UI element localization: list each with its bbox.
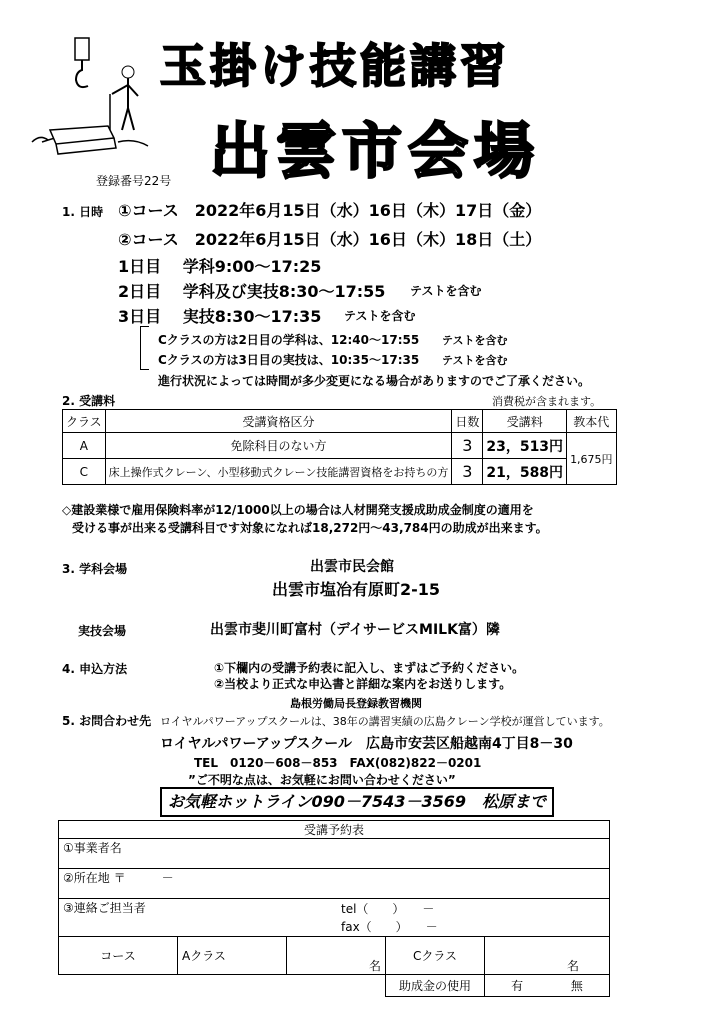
price-cell: 23，513円	[483, 433, 567, 459]
c-class-count-field[interactable]: 名	[485, 937, 610, 975]
days-cell: 3	[452, 459, 483, 485]
day1-schedule: 1日目 学科9:00～17:25	[118, 257, 322, 276]
day2-schedule: 2日目 学科及び実技8:30～17:55	[118, 282, 386, 301]
venue-address: 出雲市塩冶有原町2-15	[272, 580, 441, 599]
course2-dates: ②コース 2022年6月15日（水）16日（木）18日（土）	[118, 230, 542, 249]
fee-table-header	[63, 410, 617, 433]
practical-place: 出雲市斐川町富村（デイサービスMILK富）隣	[210, 622, 500, 638]
registration-number: 登録番号22号	[96, 174, 172, 188]
training-org: 島根労働局長登録教習機関	[290, 697, 422, 710]
company-field[interactable]: ①事業者名	[59, 839, 610, 869]
days-cell: 3	[452, 433, 483, 459]
c-class-label: Cクラス	[386, 937, 485, 975]
qualification-cell: 免除科目のない方	[105, 433, 452, 459]
subsidy-choice[interactable]	[485, 975, 610, 997]
day3-note: テストを含む	[344, 309, 416, 323]
worker-body-icon	[112, 78, 138, 130]
table-row	[63, 433, 617, 459]
form-fax-field[interactable]: fax（ ） －	[341, 920, 438, 934]
brace	[140, 326, 149, 370]
a-class-label: Aクラス	[178, 937, 287, 975]
header-class: クラス	[63, 410, 106, 433]
apply-step-2: ②当校より正式な申込書と詳細な案内をお送りします。	[214, 677, 512, 691]
worker-head-icon	[122, 66, 134, 78]
inquiry-note: ”ご不明な点は、お気軽にお問い合わせください”	[188, 773, 456, 787]
steel-beam-icon	[50, 126, 116, 154]
apply-step-1: ①下欄内の受講予約表に記入し、まずはご予約ください。	[214, 661, 525, 675]
contact-person-label: ③連絡ご担当者	[63, 901, 146, 915]
header-textbook: 教本代	[567, 410, 617, 433]
schedule-label: 1. 日時	[62, 205, 104, 219]
fee-table	[62, 409, 617, 485]
venue-name: 出雲市民会館	[310, 559, 394, 575]
venue-title: 出雲市会場	[210, 117, 540, 187]
fee-label: 2. 受講料	[62, 394, 116, 408]
subsidy-label: 助成金の使用	[386, 975, 485, 997]
address-field[interactable]: ②所在地 〒 －	[59, 869, 610, 899]
hook-block-icon	[75, 38, 89, 60]
form-tel-field[interactable]: tel（ ） －	[341, 902, 435, 916]
class-cell: A	[63, 433, 106, 459]
apply-label: 4. 申込方法	[62, 662, 128, 676]
contact-person-field[interactable]	[59, 899, 610, 937]
tel-fax: TEL 0120－608－853 FAX(082)822－0201	[194, 756, 482, 770]
c-class-note-2-tail: テストを含む	[442, 354, 508, 367]
qualification-cell: 床上操作式クレーン、小型移動式クレーン技能講習資格をお持ちの方	[105, 459, 452, 485]
class-cell: C	[63, 459, 106, 485]
crane-worker-illustration	[30, 30, 160, 165]
c-class-note-1: Cクラスの方は2日目の学科は、12:40～17:55	[158, 333, 420, 347]
c-class-note-1-tail: テストを含む	[442, 334, 508, 347]
school-description: ロイヤルパワーアップスクールは、38年の講習実績の広島クレーン学校が運営しています。	[160, 715, 610, 728]
subsidy-no-option[interactable]: 無	[570, 979, 583, 993]
hook-icon	[76, 60, 88, 87]
practical-label: 実技会場	[78, 624, 127, 638]
header-days: 日数	[452, 410, 483, 433]
textbook-cell: 1,675円	[567, 433, 617, 485]
contact-label: 5. お問合わせ先	[62, 714, 152, 728]
day2-note: テストを含む	[410, 284, 482, 298]
a-class-count-field[interactable]: 名	[287, 937, 386, 975]
course-title: 玉掛け技能講習	[160, 39, 510, 93]
progress-note: 進行状況によっては時間が多少変更になる場合がありますのでご了承ください。	[158, 374, 591, 388]
subsidy-yes-option[interactable]: 有	[511, 979, 524, 993]
table-row	[63, 459, 617, 485]
c-class-note-2: Cクラスの方は3日目の実技は、10:35～17:35	[158, 353, 420, 367]
hotline-box[interactable]: お気軽ホットライン090－7543－3569 松原まで	[160, 787, 554, 817]
venue-label: 3. 学科会場	[62, 562, 128, 576]
school-address: ロイヤルパワーアップスクール 広島市安芸区船越南4丁目8－30	[160, 736, 573, 752]
tax-note: 消費税が含まれます。	[492, 395, 602, 408]
subsidy-line-2: 受ける事が出来る受講科目です対象になれば18,272円～43,784円の助成が出来ます。	[72, 521, 548, 535]
subsidy-line-1: ◇建設業様で雇用保険料率が12/1000以上の場合は人材開発支援成助成金制度の適用を	[62, 503, 534, 517]
header-price: 受講料	[483, 410, 567, 433]
course-label: コース	[59, 937, 178, 975]
reservation-form	[58, 820, 610, 997]
form-title: 受講予約表	[59, 821, 610, 839]
course1-dates: ①コース 2022年6月15日（水）16日（木）17日（金）	[118, 201, 542, 220]
header-qualification: 受講資格区分	[105, 410, 452, 433]
price-cell: 21，588円	[483, 459, 567, 485]
day3-schedule: 3日目 実技8:30～17:35	[118, 307, 322, 326]
